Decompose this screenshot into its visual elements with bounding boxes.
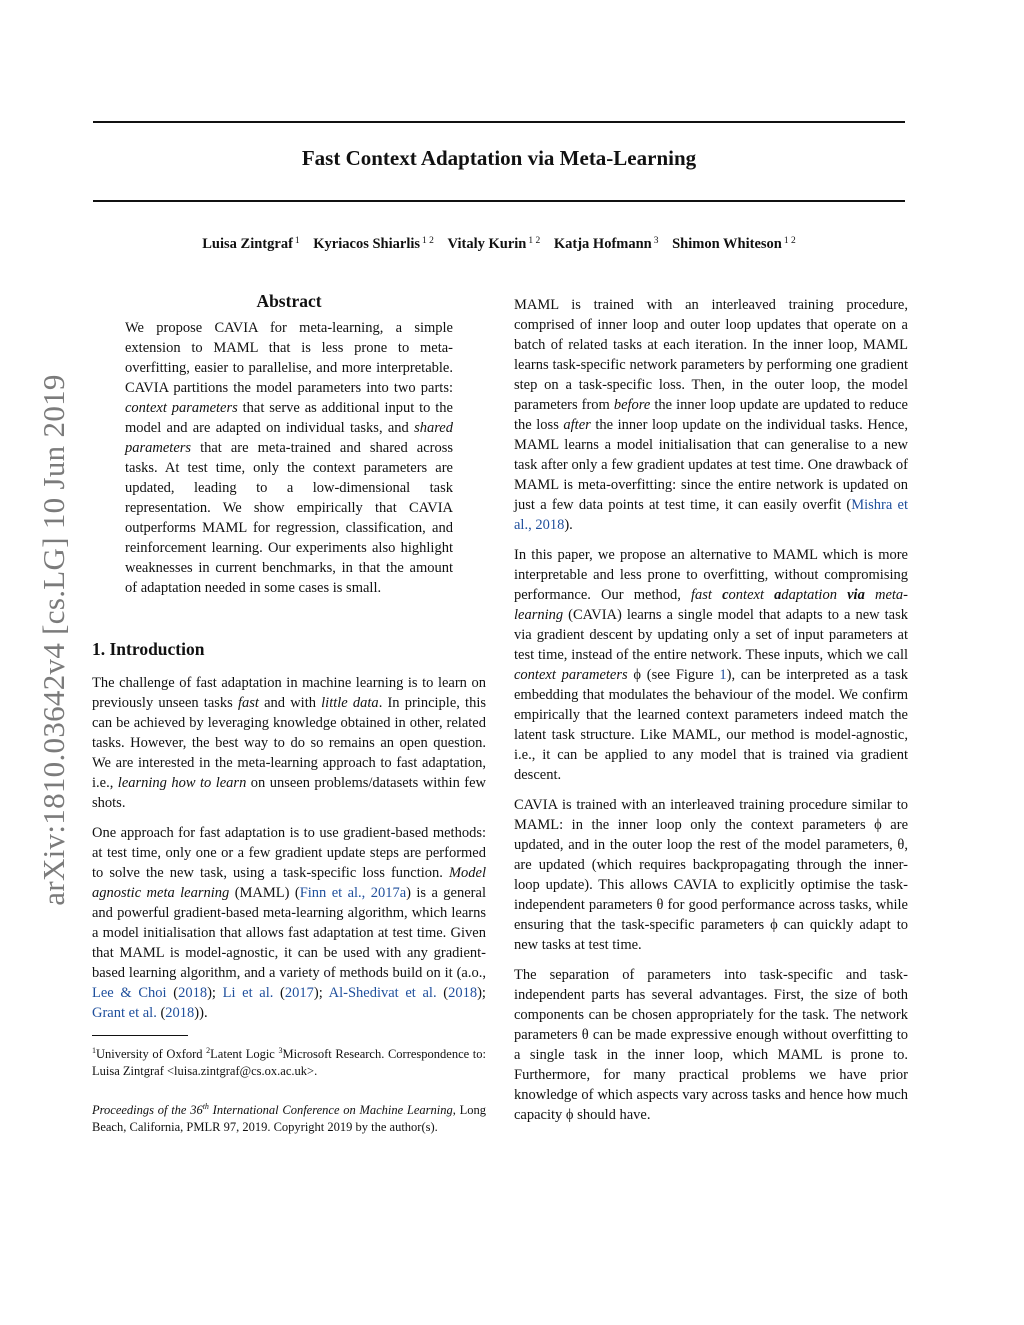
citation-link[interactable]: Li et al. [222,985,274,1001]
arxiv-identifier: arXiv:1810.03642v4 [cs.LG] 10 Jun 2019 [36,374,71,906]
author-list [93,236,905,253]
citation-link[interactable]: Al-Shedivat et al. [328,985,437,1001]
citation-link[interactable]: Lee & Choi [92,985,167,1001]
author-affiliation: 3 [653,236,659,246]
body-paragraph-cavia-training: CAVIA is trained with an interleaved training procedure similar to MAML: in the inner loop only the context parameters ϕ are updated, and in the outer loop the rest of the model parameters, θ, are updated (which requires backpropagating through the inner-loop update). This allows CAVIA to explicitly optimise the task-independent parameters θ for good performance across tasks, while ensuring that the task-specific parameters ϕ can quickly adapt to new tasks at test time. [514,797,908,953]
figure-reference-link[interactable]: 1 [719,667,727,683]
citation-link[interactable]: 2018 [448,985,478,1001]
left-column [92,291,486,1146]
citation-link[interactable]: Finn et al., 2017a [299,885,407,901]
author-affiliation: 1 2 [783,236,796,246]
abstract-heading: Abstract [256,291,322,311]
title-rule-bottom [93,200,905,202]
citation-link[interactable]: 2018 [178,985,208,1001]
author-name: Luisa Zintgraf [202,236,293,252]
right-column [514,295,908,1135]
author-name: Kyriacos Shiarlis [313,236,421,252]
author [202,236,299,252]
citation-link[interactable]: 2017 [284,985,314,1001]
author [448,236,541,252]
author [554,236,659,252]
author [672,236,796,252]
intro-paragraph-1: The challenge of fast adaptation in machine learning is to learn on previously unseen tasks fast and with little data. In principle, this can be achieved by leveraging knowledge obtained in other, related tasks. However, the best way to do so remains an open question. We are interested in the meta-learning approach to fast adaptation, i.e., learning how to learn on unseen problems/datasets within few shots. [92,675,487,811]
author-affiliation: 1 2 [422,236,434,246]
author-name: Shimon Whiteson [672,236,782,252]
citation-link[interactable]: Grant et al. [92,1005,157,1021]
citation-link[interactable]: Mishra et al., 2018 [514,497,908,533]
title-rule-top [93,121,905,123]
affiliation-footnote: $^1$University of Oxford $^2$Latent Logic $^3$Microsoft Research. Correspondence to: Luisa Zintgraf <luisa.zintgraf@cs.ox.ac.uk>. [92,1046,486,1078]
author-affiliation: 1 2 [528,236,541,246]
citation-link[interactable]: 2018 [165,1005,195,1021]
intro-paragraph-2: One approach for fast adaptation is to use gradient-based methods: at test time, only one or a few gradient update steps are performed to solve the new task, using a task-specific loss function. Model agnostic meta learning (MAML) (Finn et al., 2017a) is a general and powerful gradient-based meta-learning algorithm, which learns a model initialisation that allows fast adaptation at test time. Given that MAML is model-agnostic, it can be used with any gradient-based learning algorithm, and a variety of methods build on it (a.o., Lee & Choi (2018); Li et al. (2017); Al-Shedivat et al. (2018); Grant et al. (2018)). [92,825,486,1021]
body-paragraph-parameter-separation: The separation of parameters into task-specific and task-independent parts has several advantages. First, the size of both components can be chosen appropriately for the task. The network parameters θ can be made expressive enough without overfitting to a single task in the inner loop, which MAML is prone to. Furthermore, for many practical problems we have prior knowledge of which aspects vary across tasks and hence how much capacity ϕ should have. [514,967,908,1123]
author-affiliation: 1 [294,236,300,246]
author-name: Katja Hofmann [553,236,652,252]
proceedings-note: Proceedings of the 36th International Conference on Machine Learning, Long Beach, California, PMLR 97, 2019. Copyright 2019 by the author(s). [92,1102,487,1134]
body-paragraph-maml-training: MAML is trained with an interleaved training procedure, comprised of inner loop and outer loop updates that operate on a batch of related tasks at each iteration. In the inner loop, MAML learns task-specific network parameters by performing one gradient step on a task-specific loss. Then, in the outer loop, the model parameters from before the inner loop update are updated to reduce the loss after the inner loop update on the individual tasks. Hence, MAML learns a model initialisation that can generalise to a new task after only a few gradient updates at test time. One drawback of MAML is meta-overfitting: since the entire network is updated on just a few data points at test time, it can easily overfit (Mishra et al., 2018). [514,297,908,533]
body-paragraph-cavia-proposal: In this paper, we propose an alternative to MAML which is more interpretable and less prone to overfitting, without compromising performance. Our method, fast context adaptation via meta-learning (CAVIA) learns a single model that adapts to a new task via gradient descent by updating only a set of input parameters at test time, instead of the entire network. These inputs, which we call context parameters ϕ (see Figure 1), can be interpreted as a task embedding that modulates the behaviour of the model. We confirm empirically that the learned context parameters indeed match the latent task structure. Like MAML, our method is model-agnostic, i.e., it can be applied to any model that is trained via gradient descent. [514,547,908,783]
abstract-text: We propose CAVIA for meta-learning, a simple extension to MAML that is less prone to meta-overfitting, easier to parallelise, and more interpretable. CAVIA partitions the model parameters into two parts: context parameters that serve as additional input to the model and are adapted on individual tasks, and shared parameters that are meta-trained and shared across tasks. At test time, only the context parameters are updated, leading to a low-dimensional task representation. We show empirically that CAVIA outperforms MAML for regression, classification, and reinforcement learning. Our experiments also highlight weaknesses in current benchmarks, in that the amount of adaptation needed in some cases is small. [125,320,453,596]
section-heading-introduction: 1. Introduction [92,639,205,659]
paper-title: Fast Context Adaptation via Meta-Learning [301,146,697,170]
author [313,236,434,252]
author-name: Vitaly Kurin [447,236,527,252]
footnote-rule [92,1035,188,1036]
